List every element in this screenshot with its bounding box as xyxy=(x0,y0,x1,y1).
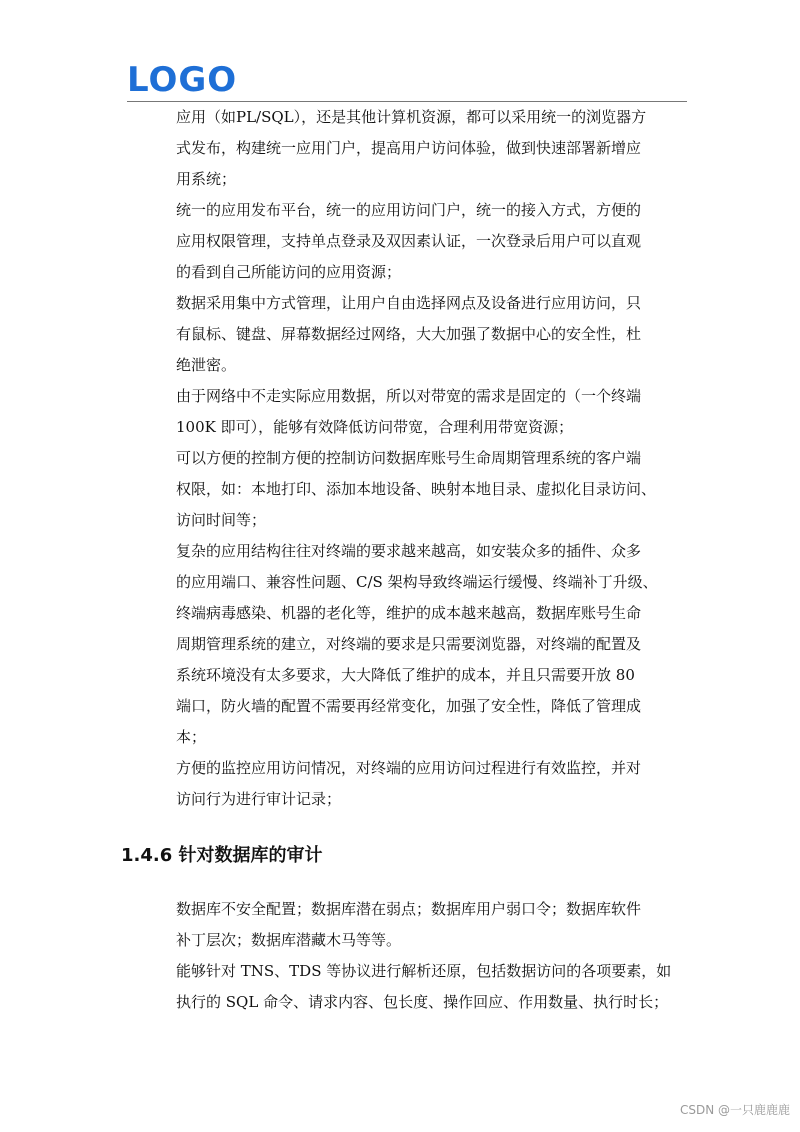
paragraph xyxy=(176,956,688,1018)
text-line: 数据库不安全配置；数据库潜在弱点；数据库用户弱口令；数据库软件 xyxy=(176,900,642,918)
text-line: 的看到自己所能访问的应用资源； xyxy=(176,263,402,281)
text-line: 补丁层次；数据库潜藏木马等等。 xyxy=(176,931,402,949)
paragraph xyxy=(176,753,688,815)
text-line: 的应用端口、兼容性问题、C/S 架构导致终端运行缓慢、终端补丁升级、 xyxy=(176,573,658,591)
text-line: 有鼠标、键盘、屏幕数据经过网络，大大加强了数据中心的安全性，杜 xyxy=(176,325,642,343)
text-line: 数据采用集中方式管理，让用户自由选择网点及设备进行应用访问，只 xyxy=(176,294,642,312)
text-line: 用系统； xyxy=(176,170,237,188)
text-line: 方便的监控应用访问情况，对终端的应用访问过程进行有效监控，并对 xyxy=(176,759,642,777)
text-line: 周期管理系统的建立，对终端的要求是只需要浏览器，对终端的配置及 xyxy=(176,635,642,653)
paragraph xyxy=(176,102,688,195)
section-body xyxy=(176,894,688,1018)
section-heading: 1.4.6 针对数据库的审计 xyxy=(121,845,323,866)
text-line: 访问时间等； xyxy=(176,511,267,529)
text-line: 系统环境没有太多要求，大大降低了维护的成本，并且只需要开放 80 xyxy=(176,666,635,684)
paragraph xyxy=(176,443,688,536)
paragraph xyxy=(176,195,688,288)
text-line: 式发布，构建统一应用门户，提高用户访问体验，做到快速部署新增应 xyxy=(176,139,642,157)
logo: LOGO xyxy=(127,60,238,100)
text-line: 执行的 SQL 命令、请求内容、包长度、操作回应、作用数量、执行时长； xyxy=(176,993,669,1011)
text-line: 应用（如PL/SQL），还是其他计算机资源，都可以采用统一的浏览器方 xyxy=(176,108,647,126)
paragraph xyxy=(176,536,688,753)
text-line: 100K 即可），能够有效降低访问带宽，合理利用带宽资源； xyxy=(176,418,574,436)
paragraph xyxy=(176,381,688,443)
text-line: 权限，如：本地打印、添加本地设备、映射本地目录、虚拟化目录访问、 xyxy=(176,480,657,498)
paragraph xyxy=(176,894,688,956)
text-line: 终端病毒感染、机器的老化等，维护的成本越来越高，数据库账号生命 xyxy=(176,604,642,622)
text-line: 可以方便的控制方便的控制访问数据库账号生命周期管理系统的客户端 xyxy=(176,449,642,467)
text-line: 端口，防火墙的配置不需要再经常变化，加强了安全性，降低了管理成 xyxy=(176,697,642,715)
paragraph xyxy=(176,288,688,381)
watermark: CSDN @一只鹿鹿鹿 xyxy=(679,1103,790,1117)
text-line: 能够针对 TNS、TDS 等协议进行解析还原，包括数据访问的各项要素，如 xyxy=(176,962,672,980)
text-line: 复杂的应用结构往往对终端的要求越来越高，如安装众多的插件、众多 xyxy=(176,542,642,560)
document-body xyxy=(176,102,688,815)
text-line: 应用权限管理，支持单点登录及双因素认证，一次登录后用户可以直观 xyxy=(176,232,642,250)
text-line: 绝泄密。 xyxy=(176,356,237,374)
text-line: 访问行为进行审计记录； xyxy=(176,790,342,808)
text-line: 统一的应用发布平台，统一的应用访问门户，统一的接入方式，方便的 xyxy=(176,201,642,219)
text-line: 由于网络中不走实际应用数据，所以对带宽的需求是固定的（一个终端 xyxy=(176,387,642,405)
text-line: 本； xyxy=(176,728,207,746)
